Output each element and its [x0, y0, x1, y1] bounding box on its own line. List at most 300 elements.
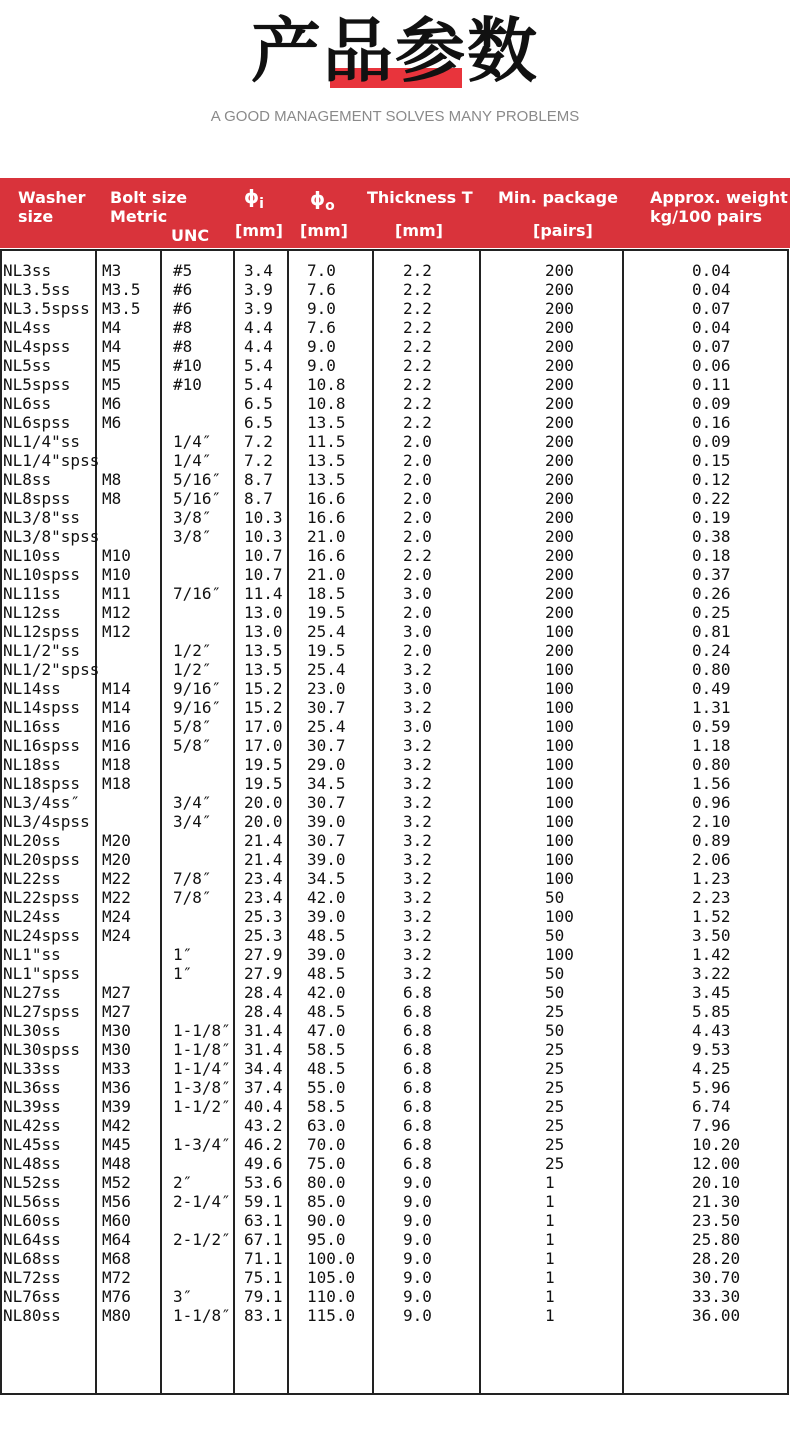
cell-min-package: 50 [545, 964, 565, 983]
cell-inner-diameter: 23.4 [244, 888, 283, 907]
table-row [0, 470, 790, 489]
cell-outer-diameter: 55.0 [307, 1078, 346, 1097]
cell-weight: 20.10 [692, 1173, 741, 1192]
cell-weight: 0.07 [692, 337, 731, 356]
cell-min-package: 100 [545, 869, 574, 888]
cell-washer-size: NL12spss [3, 622, 81, 641]
cell-inner-diameter: 13.5 [244, 641, 283, 660]
cell-inner-diameter: 17.0 [244, 736, 283, 755]
cell-inner-diameter: 10.7 [244, 565, 283, 584]
cell-outer-diameter: 11.5 [307, 432, 346, 451]
cell-min-package: 100 [545, 831, 574, 850]
cell-weight: 5.96 [692, 1078, 731, 1097]
cell-thickness: 3.2 [403, 736, 432, 755]
cell-thickness: 2.2 [403, 356, 432, 375]
table-row [0, 584, 790, 603]
cell-inner-diameter: 25.3 [244, 926, 283, 945]
cell-washer-size: NL24ss [3, 907, 61, 926]
cell-washer-size: NL3.5ss [3, 280, 71, 299]
cell-inner-diameter: 63.1 [244, 1211, 283, 1230]
cell-bolt-unc: #10 [173, 356, 202, 375]
cell-min-package: 200 [545, 489, 574, 508]
table-row [0, 888, 790, 907]
table-row [0, 1021, 790, 1040]
cell-thickness: 2.0 [403, 432, 432, 451]
cell-bolt-metric: M16 [102, 717, 131, 736]
cell-washer-size: NL12ss [3, 603, 61, 622]
cell-thickness: 6.8 [403, 1135, 432, 1154]
cell-bolt-unc: 1/2″ [173, 641, 212, 660]
cell-bolt-unc: 7/8″ [173, 869, 212, 888]
cell-thickness: 2.2 [403, 413, 432, 432]
cell-thickness: 2.0 [403, 508, 432, 527]
cell-inner-diameter: 15.2 [244, 698, 283, 717]
cell-weight: 21.30 [692, 1192, 741, 1211]
cell-weight: 0.59 [692, 717, 731, 736]
cell-bolt-unc: 1-1/4″ [173, 1059, 231, 1078]
cell-inner-diameter: 37.4 [244, 1078, 283, 1097]
table-row [0, 812, 790, 831]
cell-washer-size: NL60ss [3, 1211, 61, 1230]
cell-outer-diameter: 39.0 [307, 945, 346, 964]
cell-bolt-unc: 1-1/8″ [173, 1040, 231, 1059]
cell-bolt-metric: M20 [102, 831, 131, 850]
cell-weight: 3.45 [692, 983, 731, 1002]
table-row [0, 489, 790, 508]
cell-weight: 7.96 [692, 1116, 731, 1135]
cell-thickness: 3.2 [403, 812, 432, 831]
cell-washer-size: NL11ss [3, 584, 61, 603]
cell-outer-diameter: 95.0 [307, 1230, 346, 1249]
cell-inner-diameter: 3.9 [244, 299, 273, 318]
cell-min-package: 200 [545, 584, 574, 603]
cell-bolt-metric: M12 [102, 622, 131, 641]
cell-thickness: 6.8 [403, 983, 432, 1002]
cell-inner-diameter: 21.4 [244, 850, 283, 869]
header-inner-diameter-unit: [mm] [235, 221, 283, 240]
cell-min-package: 200 [545, 432, 574, 451]
table-row [0, 907, 790, 926]
cell-bolt-unc: 7/16″ [173, 584, 222, 603]
cell-bolt-metric: M10 [102, 565, 131, 584]
cell-thickness: 3.2 [403, 888, 432, 907]
cell-washer-size: NL52ss [3, 1173, 61, 1192]
cell-thickness: 9.0 [403, 1211, 432, 1230]
table-row [0, 622, 790, 641]
cell-min-package: 25 [545, 1116, 565, 1135]
cell-thickness: 3.2 [403, 793, 432, 812]
cell-inner-diameter: 75.1 [244, 1268, 283, 1287]
cell-washer-size: NL16ss [3, 717, 61, 736]
table-row [0, 926, 790, 945]
cell-min-package: 1 [545, 1287, 555, 1306]
cell-thickness: 2.2 [403, 299, 432, 318]
cell-min-package: 50 [545, 983, 565, 1002]
cell-weight: 0.15 [692, 451, 731, 470]
cell-inner-diameter: 19.5 [244, 774, 283, 793]
cell-bolt-metric: M3.5 [102, 299, 141, 318]
cell-outer-diameter: 7.6 [307, 280, 336, 299]
cell-outer-diameter: 19.5 [307, 603, 346, 622]
cell-weight: 0.89 [692, 831, 731, 850]
cell-inner-diameter: 49.6 [244, 1154, 283, 1173]
cell-min-package: 1 [545, 1306, 555, 1325]
cell-outer-diameter: 30.7 [307, 736, 346, 755]
cell-bolt-unc: 5/16″ [173, 489, 222, 508]
cell-thickness: 3.2 [403, 660, 432, 679]
cell-min-package: 200 [545, 527, 574, 546]
cell-inner-diameter: 11.4 [244, 584, 283, 603]
cell-outer-diameter: 9.0 [307, 337, 336, 356]
cell-min-package: 100 [545, 907, 574, 926]
cell-weight: 30.70 [692, 1268, 741, 1287]
cell-min-package: 200 [545, 318, 574, 337]
table-row [0, 964, 790, 983]
cell-washer-size: NL14spss [3, 698, 81, 717]
cell-min-package: 25 [545, 1059, 565, 1078]
cell-thickness: 6.8 [403, 1002, 432, 1021]
cell-min-package: 200 [545, 565, 574, 584]
cell-bolt-metric: M22 [102, 869, 131, 888]
cell-thickness: 2.2 [403, 318, 432, 337]
cell-bolt-metric: M72 [102, 1268, 131, 1287]
cell-outer-diameter: 29.0 [307, 755, 346, 774]
cell-min-package: 100 [545, 812, 574, 831]
cell-weight: 0.80 [692, 755, 731, 774]
cell-bolt-unc: 1″ [173, 945, 193, 964]
cell-washer-size: NL14ss [3, 679, 61, 698]
cell-inner-diameter: 13.0 [244, 622, 283, 641]
cell-outer-diameter: 85.0 [307, 1192, 346, 1211]
cell-weight: 6.74 [692, 1097, 731, 1116]
cell-outer-diameter: 63.0 [307, 1116, 346, 1135]
cell-inner-diameter: 71.1 [244, 1249, 283, 1268]
cell-weight: 2.10 [692, 812, 731, 831]
table-row [0, 1097, 790, 1116]
table-row [0, 261, 790, 280]
header-unc: UNC [171, 226, 210, 245]
table-row [0, 603, 790, 622]
page-title: 产品参数 [251, 10, 539, 92]
table-row [0, 983, 790, 1002]
cell-inner-diameter: 4.4 [244, 337, 273, 356]
cell-bolt-unc: 2″ [173, 1173, 193, 1192]
cell-thickness: 3.2 [403, 945, 432, 964]
cell-washer-size: NL45ss [3, 1135, 61, 1154]
cell-bolt-unc: 1/4″ [173, 451, 212, 470]
cell-washer-size: NL1/2"spss [3, 660, 100, 679]
cell-thickness: 6.8 [403, 1154, 432, 1173]
cell-weight: 0.96 [692, 793, 731, 812]
cell-thickness: 3.2 [403, 698, 432, 717]
table-row [0, 565, 790, 584]
cell-washer-size: NL18ss [3, 755, 61, 774]
table-row [0, 736, 790, 755]
table-row [0, 717, 790, 736]
table-row [0, 869, 790, 888]
cell-thickness: 3.2 [403, 907, 432, 926]
table-row [0, 1192, 790, 1211]
cell-bolt-unc: 9/16″ [173, 698, 222, 717]
cell-washer-size: NL10spss [3, 565, 81, 584]
cell-inner-diameter: 27.9 [244, 945, 283, 964]
cell-weight: 0.09 [692, 394, 731, 413]
cell-weight: 0.12 [692, 470, 731, 489]
cell-bolt-unc: 1-1/8″ [173, 1306, 231, 1325]
cell-washer-size: NL1/4"spss [3, 451, 100, 470]
cell-washer-size: NL4ss [3, 318, 52, 337]
cell-weight: 0.38 [692, 527, 731, 546]
table-row [0, 1116, 790, 1135]
cell-outer-diameter: 25.4 [307, 660, 346, 679]
table-row [0, 850, 790, 869]
cell-weight: 0.18 [692, 546, 731, 565]
cell-weight: 0.11 [692, 375, 731, 394]
cell-washer-size: NL1/2"ss [3, 641, 81, 660]
cell-min-package: 100 [545, 660, 574, 679]
cell-inner-diameter: 7.2 [244, 432, 273, 451]
cell-thickness: 6.8 [403, 1097, 432, 1116]
table-row [0, 546, 790, 565]
table-row [0, 1154, 790, 1173]
cell-min-package: 50 [545, 888, 565, 907]
cell-bolt-unc: 1-3/8″ [173, 1078, 231, 1097]
table-row [0, 394, 790, 413]
cell-min-package: 100 [545, 793, 574, 812]
cell-thickness: 3.2 [403, 850, 432, 869]
cell-min-package: 200 [545, 337, 574, 356]
cell-weight: 2.23 [692, 888, 731, 907]
cell-thickness: 2.0 [403, 451, 432, 470]
cell-thickness: 3.2 [403, 964, 432, 983]
cell-thickness: 6.8 [403, 1040, 432, 1059]
cell-min-package: 25 [545, 1002, 565, 1021]
cell-bolt-metric: M5 [102, 375, 122, 394]
cell-weight: 1.52 [692, 907, 731, 926]
table-row [0, 1173, 790, 1192]
cell-thickness: 9.0 [403, 1249, 432, 1268]
cell-bolt-metric: M80 [102, 1306, 131, 1325]
cell-weight: 0.22 [692, 489, 731, 508]
cell-washer-size: NL42ss [3, 1116, 61, 1135]
cell-washer-size: NL1"spss [3, 964, 81, 983]
cell-bolt-metric: M52 [102, 1173, 131, 1192]
cell-bolt-unc: 2-1/2″ [173, 1230, 231, 1249]
table-row [0, 1059, 790, 1078]
cell-washer-size: NL22ss [3, 869, 61, 888]
table-row [0, 831, 790, 850]
cell-inner-diameter: 8.7 [244, 470, 273, 489]
cell-inner-diameter: 17.0 [244, 717, 283, 736]
cell-outer-diameter: 47.0 [307, 1021, 346, 1040]
cell-bolt-metric: M24 [102, 926, 131, 945]
cell-min-package: 25 [545, 1135, 565, 1154]
cell-bolt-unc: 3/8″ [173, 527, 212, 546]
cell-washer-size: NL80ss [3, 1306, 61, 1325]
cell-washer-size: NL3.5spss [3, 299, 90, 318]
cell-min-package: 200 [545, 280, 574, 299]
cell-thickness: 9.0 [403, 1287, 432, 1306]
table-body [0, 261, 790, 1325]
table-row [0, 375, 790, 394]
cell-bolt-metric: M4 [102, 318, 122, 337]
header-washer: Washer size [18, 188, 86, 226]
cell-weight: 9.53 [692, 1040, 731, 1059]
cell-inner-diameter: 3.4 [244, 261, 273, 280]
table-row [0, 527, 790, 546]
cell-thickness: 6.8 [403, 1021, 432, 1040]
cell-weight: 0.09 [692, 432, 731, 451]
table-row [0, 1268, 790, 1287]
cell-outer-diameter: 75.0 [307, 1154, 346, 1173]
cell-inner-diameter: 53.6 [244, 1173, 283, 1192]
table-row [0, 1078, 790, 1097]
cell-thickness: 3.0 [403, 717, 432, 736]
page-subtitle: A GOOD MANAGEMENT SOLVES MANY PROBLEMS [210, 108, 580, 125]
cell-inner-diameter: 25.3 [244, 907, 283, 926]
cell-bolt-metric: M3 [102, 261, 122, 280]
cell-outer-diameter: 10.8 [307, 375, 346, 394]
cell-thickness: 6.8 [403, 1059, 432, 1078]
cell-outer-diameter: 70.0 [307, 1135, 346, 1154]
table-row [0, 698, 790, 717]
cell-min-package: 200 [545, 394, 574, 413]
cell-bolt-metric: M64 [102, 1230, 131, 1249]
cell-outer-diameter: 39.0 [307, 812, 346, 831]
cell-bolt-metric: M27 [102, 983, 131, 1002]
cell-min-package: 200 [545, 356, 574, 375]
cell-outer-diameter: 58.5 [307, 1040, 346, 1059]
cell-outer-diameter: 7.6 [307, 318, 336, 337]
header-weight: Approx. weight kg/100 pairs [650, 188, 788, 226]
cell-min-package: 100 [545, 774, 574, 793]
cell-bolt-metric: M30 [102, 1040, 131, 1059]
table-row [0, 413, 790, 432]
cell-weight: 0.80 [692, 660, 731, 679]
cell-min-package: 200 [545, 470, 574, 489]
cell-inner-diameter: 79.1 [244, 1287, 283, 1306]
cell-bolt-metric: M30 [102, 1021, 131, 1040]
cell-inner-diameter: 20.0 [244, 812, 283, 831]
cell-washer-size: NL1/4"ss [3, 432, 81, 451]
cell-outer-diameter: 16.6 [307, 508, 346, 527]
cell-bolt-metric: M20 [102, 850, 131, 869]
table-row [0, 1230, 790, 1249]
cell-washer-size: NL20spss [3, 850, 81, 869]
cell-min-package: 1 [545, 1192, 555, 1211]
cell-washer-size: NL16spss [3, 736, 81, 755]
cell-thickness: 3.0 [403, 679, 432, 698]
cell-outer-diameter: 9.0 [307, 356, 336, 375]
cell-thickness: 2.0 [403, 603, 432, 622]
cell-washer-size: NL1"ss [3, 945, 61, 964]
cell-min-package: 200 [545, 603, 574, 622]
cell-bolt-metric: M36 [102, 1078, 131, 1097]
cell-min-package: 1 [545, 1230, 555, 1249]
cell-weight: 4.43 [692, 1021, 731, 1040]
cell-thickness: 2.0 [403, 565, 432, 584]
cell-inner-diameter: 10.3 [244, 508, 283, 527]
cell-bolt-metric: M18 [102, 755, 131, 774]
cell-weight: 28.20 [692, 1249, 741, 1268]
cell-washer-size: NL5spss [3, 375, 71, 394]
table-row [0, 660, 790, 679]
cell-thickness: 3.2 [403, 926, 432, 945]
cell-weight: 0.49 [692, 679, 731, 698]
cell-inner-diameter: 8.7 [244, 489, 273, 508]
cell-inner-diameter: 28.4 [244, 1002, 283, 1021]
cell-bolt-metric: M6 [102, 413, 122, 432]
cell-washer-size: NL48ss [3, 1154, 61, 1173]
cell-outer-diameter: 16.6 [307, 489, 346, 508]
cell-bolt-unc: 7/8″ [173, 888, 212, 907]
cell-washer-size: NL3/4spss [3, 812, 90, 831]
cell-inner-diameter: 67.1 [244, 1230, 283, 1249]
cell-thickness: 9.0 [403, 1192, 432, 1211]
cell-bolt-unc: 1-1/2″ [173, 1097, 231, 1116]
cell-thickness: 2.2 [403, 261, 432, 280]
table-row [0, 356, 790, 375]
cell-weight: 23.50 [692, 1211, 741, 1230]
cell-inner-diameter: 5.4 [244, 356, 273, 375]
cell-min-package: 100 [545, 945, 574, 964]
cell-washer-size: NL5ss [3, 356, 52, 375]
table-row [0, 1040, 790, 1059]
cell-bolt-unc: 1-3/4″ [173, 1135, 231, 1154]
cell-bolt-metric: M14 [102, 679, 131, 698]
cell-thickness: 2.0 [403, 641, 432, 660]
cell-washer-size: NL27ss [3, 983, 61, 1002]
cell-washer-size: NL64ss [3, 1230, 61, 1249]
cell-min-package: 200 [545, 413, 574, 432]
cell-min-package: 200 [545, 508, 574, 527]
cell-outer-diameter: 9.0 [307, 299, 336, 318]
cell-min-package: 100 [545, 850, 574, 869]
cell-inner-diameter: 15.2 [244, 679, 283, 698]
cell-min-package: 200 [545, 299, 574, 318]
cell-bolt-metric: M76 [102, 1287, 131, 1306]
cell-washer-size: NL33ss [3, 1059, 61, 1078]
cell-weight: 2.06 [692, 850, 731, 869]
cell-inner-diameter: 31.4 [244, 1021, 283, 1040]
cell-bolt-unc: 1/2″ [173, 660, 212, 679]
table-row [0, 1135, 790, 1154]
cell-washer-size: NL3/4ss″ [3, 793, 81, 812]
cell-bolt-metric: M48 [102, 1154, 131, 1173]
cell-weight: 1.23 [692, 869, 731, 888]
cell-bolt-unc: 1″ [173, 964, 193, 983]
cell-bolt-metric: M60 [102, 1211, 131, 1230]
cell-outer-diameter: 115.0 [307, 1306, 356, 1325]
cell-inner-diameter: 7.2 [244, 451, 273, 470]
header-inner-diameter: $\phi_i$ [244, 186, 264, 212]
cell-washer-size: NL39ss [3, 1097, 61, 1116]
cell-bolt-unc: 2-1/4″ [173, 1192, 231, 1211]
cell-weight: 0.25 [692, 603, 731, 622]
cell-outer-diameter: 13.5 [307, 470, 346, 489]
cell-outer-diameter: 19.5 [307, 641, 346, 660]
table-header [0, 178, 790, 248]
cell-weight: 0.16 [692, 413, 731, 432]
table-row [0, 1002, 790, 1021]
cell-washer-size: NL30spss [3, 1040, 81, 1059]
cell-inner-diameter: 13.5 [244, 660, 283, 679]
cell-inner-diameter: 40.4 [244, 1097, 283, 1116]
cell-min-package: 25 [545, 1040, 565, 1059]
cell-weight: 0.07 [692, 299, 731, 318]
cell-weight: 25.80 [692, 1230, 741, 1249]
cell-outer-diameter: 21.0 [307, 527, 346, 546]
